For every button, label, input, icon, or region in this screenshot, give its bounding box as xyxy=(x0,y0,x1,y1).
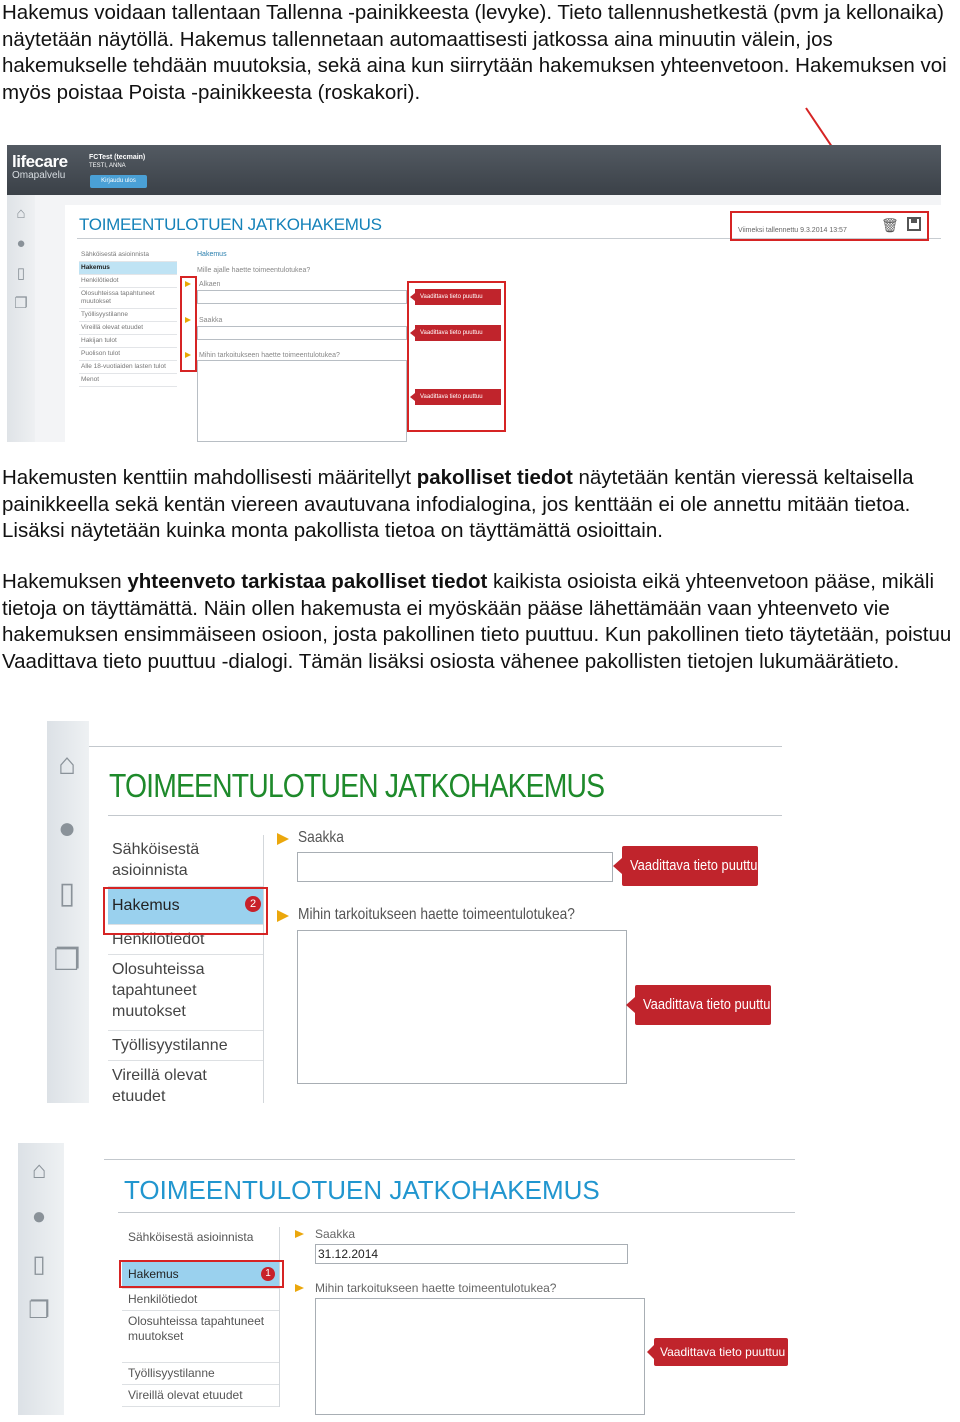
documents-icon[interactable]: ❐ xyxy=(28,1297,50,1324)
documents-icon[interactable]: ❐ xyxy=(14,295,28,312)
start-label: Alkaen xyxy=(199,281,221,288)
required-marker xyxy=(295,1230,304,1238)
sidebar-item-tyollisyys[interactable]: Työllisyystilanne xyxy=(122,1363,279,1385)
purpose-label: Mihin tarkoitukseen haette toimeentulotukea? xyxy=(199,352,340,359)
paragraph-required-fields xyxy=(2,465,958,545)
home-icon[interactable]: ⌂ xyxy=(31,1157,47,1184)
section-sidebar xyxy=(79,249,177,387)
home-icon[interactable]: ⌂ xyxy=(57,748,77,781)
sidebar-item-label: Hakemus xyxy=(112,897,180,914)
purpose-textarea[interactable] xyxy=(315,1298,645,1415)
purpose-textarea[interactable] xyxy=(197,360,407,442)
sidebar-item-olosuhteet[interactable]: Olosuhteissa tapahtuneet muutokset xyxy=(79,288,177,309)
required-info-dialog: Vaadittava tieto puuttuu xyxy=(415,325,501,341)
documents-icon[interactable]: ❐ xyxy=(53,944,81,977)
start-date-input[interactable] xyxy=(197,290,407,304)
purpose-label: Mihin tarkoitukseen haette toimeentulotukea? xyxy=(298,906,575,923)
required-marker xyxy=(295,1284,304,1292)
user-role: FCTest (tecmain) xyxy=(89,154,146,161)
required-info-dialog: Vaadittava tieto puuttuu xyxy=(415,289,501,305)
screenshot-two-missing xyxy=(47,721,782,1103)
home-icon[interactable]: ⌂ xyxy=(16,205,26,222)
sidebar-item-hakijan-tulot[interactable]: Hakijan tulot xyxy=(79,335,177,348)
end-date-input[interactable] xyxy=(297,852,613,882)
period-question: Mille ajalle haette toimeentulotukea? xyxy=(197,267,311,274)
required-marker xyxy=(277,910,289,922)
sidebar-item-henkilotiedot[interactable]: Henkilötiedot xyxy=(122,1289,279,1311)
required-info-dialog xyxy=(635,985,778,1025)
end-date-input[interactable]: 31.12.2014 xyxy=(315,1244,628,1264)
sidebar-item-info[interactable]: Sähköisestä asioinnista xyxy=(122,1227,279,1261)
section-label: Hakemus xyxy=(197,251,227,258)
trash-icon[interactable]: 🗑 xyxy=(881,217,899,233)
person-icon[interactable]: ● xyxy=(16,235,26,252)
title-divider xyxy=(118,1212,795,1213)
para2-bold-1: pakolliset tiedot xyxy=(416,466,573,489)
highlight-required-markers xyxy=(180,276,197,372)
sidebar-item-etuudet[interactable]: Vireillä olevat etuudet xyxy=(122,1385,279,1407)
new-document-icon[interactable]: ▯ xyxy=(32,1251,46,1278)
end-label: Saakka xyxy=(199,317,223,324)
sidebar-item-menot[interactable]: Menot xyxy=(79,374,177,387)
logout-button[interactable]: Kirjaudu ulos xyxy=(90,175,147,188)
highlight-active-section xyxy=(103,887,268,935)
person-icon[interactable]: ● xyxy=(57,812,77,845)
section-sidebar xyxy=(108,835,264,1103)
form-title: TOIMEENTULOTUEN JATKOHAKEMUS xyxy=(124,1175,600,1205)
missing-count-badge: 1 xyxy=(261,1267,275,1281)
form-title: TOIMEENTULOTUEN JATKOHAKEMUS xyxy=(109,767,605,804)
sidebar-item-etuudet[interactable]: Vireillä olevat etuudet xyxy=(79,322,177,335)
sidebar-item-label: Hakemus xyxy=(128,1267,179,1281)
purpose-textarea[interactable] xyxy=(297,930,627,1084)
para3-text-1: Hakemuksen xyxy=(2,570,128,593)
last-saved-text: Viimeksi tallennettu 9.3.2014 13:57 xyxy=(738,227,847,234)
sidebar-item-lasten-tulot[interactable]: Alle 18-vuotiaiden lasten tulot xyxy=(79,361,177,374)
top-border xyxy=(89,746,782,747)
sidebar-item-etuudet[interactable]: Vireillä olevat etuudet xyxy=(108,1061,263,1103)
required-info-text: Vaadittava tieto puuttuu xyxy=(630,857,765,874)
app-logo-subtitle: Omapalvelu xyxy=(12,170,66,181)
para3-text-2: kaikista osioista eikä yhteenvetoon pääse, mikäli tietoja on täyttämättä. Näin ollen hakemusta ei myöskään pääse lähettämään vaan yhteenveto vie hakemuksen ensimmäiseen osioon, josta pakollinen tieto puuttuu. Kun pakollinen tieto täytetään, poistuu Vaadittava tieto puuttuu -dialogi. Tämän lisäksi osiosta vähenee pakollisten tietojen lukumäärätieto. xyxy=(2,570,952,673)
sidebar-item-henkilotiedot[interactable]: Henkilötiedot xyxy=(79,275,177,288)
highlight-active-section xyxy=(119,1260,284,1288)
new-document-icon[interactable]: ▯ xyxy=(16,265,26,282)
end-date-input[interactable] xyxy=(197,326,407,340)
purpose-label: Mihin tarkoitukseen haette toimeentulotukea? xyxy=(315,1281,557,1295)
sidebar-item-olosuhteet[interactable]: Olosuhteissa tapahtuneet muutokset xyxy=(108,955,263,1031)
title-divider xyxy=(108,815,782,816)
sidebar-item-olosuhteet[interactable]: Olosuhteissa tapahtuneet muutokset xyxy=(122,1311,279,1363)
paragraph-summary xyxy=(2,569,958,675)
form-title: TOIMEENTULOTUEN JATKOHAKEMUS xyxy=(79,215,382,234)
required-info-dialog: Vaadittava tieto puuttuu xyxy=(654,1338,788,1366)
sidebar-item-henkilotiedot[interactable]: Henkilötiedot xyxy=(108,925,263,955)
required-info-dialog xyxy=(622,846,765,886)
required-info-dialog: Vaadittava tieto puuttuu xyxy=(415,389,501,405)
missing-count-badge: 2 xyxy=(245,896,261,912)
sidebar-item-info[interactable]: Sähköisestä asioinnista xyxy=(79,249,177,262)
para2-text-1: Hakemusten kenttiin mahdollisesti määritellyt xyxy=(2,466,417,489)
required-marker xyxy=(277,833,289,845)
top-bar xyxy=(7,145,941,195)
new-document-icon[interactable]: ▯ xyxy=(58,877,76,910)
section-sidebar xyxy=(122,1227,280,1407)
intro-paragraph: Hakemus voidaan tallentaan Tallenna -painikkeesta (levyke). Tieto tallennushetkestä (pvm ja kellonaika) näytetään näytöllä. Hakemus tallennetaan automaattisesti jatkossa aina minuutin välein, jos hakemukselle tehdään muutoksia, sekä aina kun siirrytään hakemuksen yhteenvetoon. Hakemuksen voi myös poistaa Poista -painikkeesta (roskakori). xyxy=(2,1,947,104)
highlight-required-dialogs xyxy=(407,281,506,432)
sidebar-item-tyollisyys[interactable]: Työllisyystilanne xyxy=(79,309,177,322)
end-label: Saakka xyxy=(315,1227,356,1241)
highlight-save-area xyxy=(730,211,929,241)
screenshot-full-application xyxy=(7,145,941,442)
para3-bold-1: yhteenveto tarkistaa pakolliset tiedot xyxy=(127,570,488,593)
sidebar-item-puolison-tulot[interactable]: Puolison tulot xyxy=(79,348,177,361)
left-icon-bar xyxy=(7,195,35,442)
sidebar-item-tyollisyys[interactable]: Työllisyystilanne xyxy=(108,1031,263,1061)
user-name: TESTI, ANNA xyxy=(89,163,126,169)
para2-text-2: näytetään kentän vieressä keltaisella painikkeella sekä kentän viereen avautuvana infodialogina, jos kenttään ei ole annettu mitään tietoa. Lisäksi näytetään kuinka monta pakollista tietoa on täyttämättä osioittain. xyxy=(2,466,914,542)
sidebar-item-hakemus[interactable]: Hakemus xyxy=(79,262,177,275)
screenshot-one-missing xyxy=(18,1143,795,1415)
person-icon[interactable]: ● xyxy=(31,1203,47,1230)
required-info-text: Vaadittava tieto puuttuu xyxy=(643,996,778,1013)
sidebar-item-info[interactable]: Sähköisestä asioinnista xyxy=(108,835,263,887)
end-label: Saakka xyxy=(298,829,344,846)
top-border xyxy=(104,1159,795,1160)
app-logo: lifecare xyxy=(12,152,68,171)
